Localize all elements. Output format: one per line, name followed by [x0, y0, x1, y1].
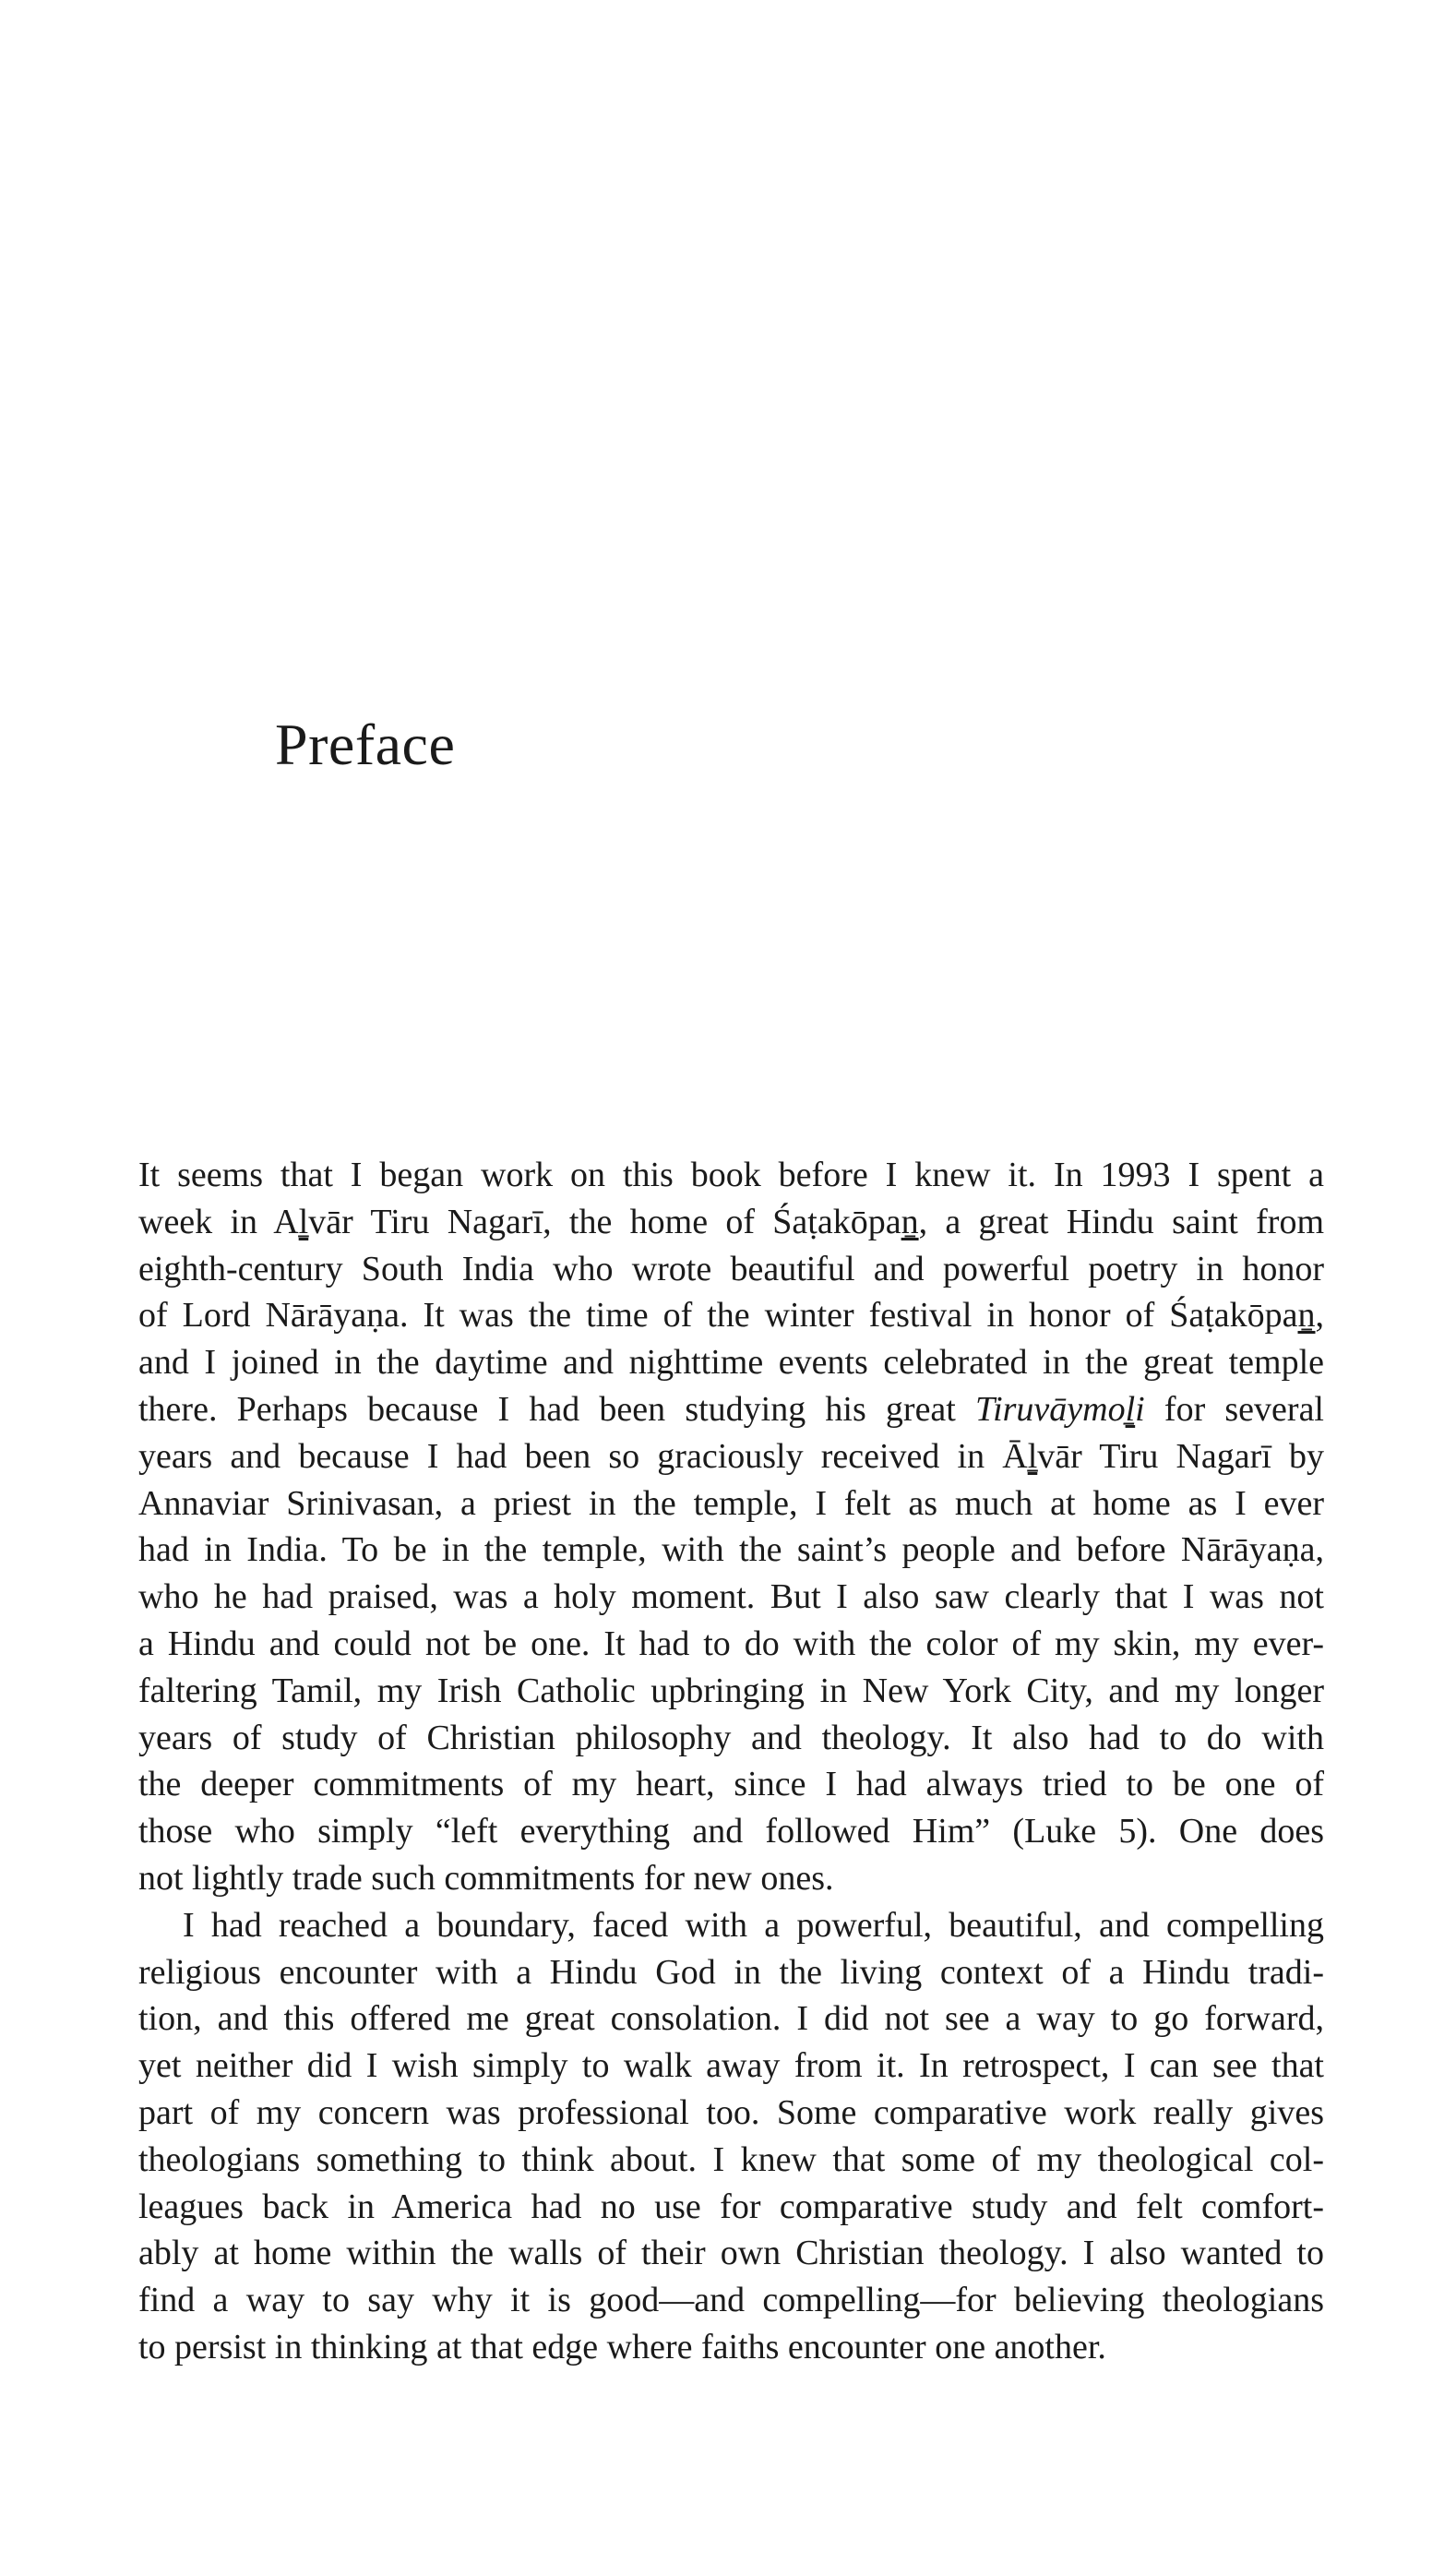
text-line: week in Aḻvār Tiru Nagarī, the home of Śaṭakōpaṉ, a great Hindu saint from	[138, 1202, 1325, 1241]
text-line: leagues back in America had no use for comparative study and felt comfort-	[138, 2187, 1324, 2226]
preface-body	[138, 1152, 1324, 2371]
text-line: ably at home within the walls of their own Christian theology. I also wanted to	[138, 2234, 1324, 2273]
text-line: to persist in thinking at that edge where faiths encounter one another.	[138, 2327, 1106, 2366]
text-line: find a way to say why it is good—and compelling—for believing theologians	[138, 2281, 1324, 2320]
text-line: and I joined in the daytime and nighttime events celebrated in the great temple	[138, 1343, 1324, 1383]
text-line: the deeper commitments of my heart, since I had always tried to be one of	[138, 1765, 1324, 1804]
text-line: faltering Tamil, my Irish Catholic upbringing in New York City, and my longer	[138, 1671, 1324, 1710]
text-line: religious encounter with a Hindu God in the living context of a Hindu tradi-	[138, 1952, 1324, 1992]
text-line: It seems that I began work on this book before I knew it. In 1993 I spent a	[138, 1156, 1324, 1194]
italic-title: i	[1135, 1389, 1145, 1429]
text-line: years of study of Christian philosophy and theology. It also had to do with	[138, 1718, 1324, 1757]
text-line: theologians something to think about. I knew that some of my theological col-	[138, 2139, 1324, 2179]
text-line: of Lord Nārāyaṇa. It was the time of the winter festival in honor of Śaṭakōpaṉ,	[138, 1296, 1324, 1336]
diacritic-underlined: ṉ	[1297, 1296, 1316, 1336]
text-line: not lightly trade such commitments for new ones.	[138, 1858, 834, 1898]
italic-title: ḻ	[1125, 1389, 1136, 1429]
italic-title: Tiruvāymo	[975, 1389, 1126, 1429]
text-line: those who simply “left everything and followed Him” (Luke 5). One does	[138, 1812, 1324, 1851]
diacritic-underlined: ḻ	[1027, 1436, 1038, 1476]
text-line: part of my concern was professional too. Some comparative work really gives	[138, 2092, 1324, 2132]
diacritic-underlined: ṉ	[901, 1202, 919, 1241]
text-line: I had reached a boundary, faced with a powerful, beautiful, and compelling	[183, 1905, 1324, 1945]
text-line: years and because I had been so graciously received in Āḻvār Tiru Nagarī by	[138, 1436, 1324, 1476]
text-line: a Hindu and could not be one. It had to do with the color of my skin, my ever-	[138, 1623, 1324, 1663]
text-line: Annaviar Srinivasan, a priest in the temple, I felt as much at home as I ever	[138, 1483, 1324, 1523]
diacritic-underlined: ḻ	[298, 1202, 309, 1241]
text-line: eighth-century South India who wrote beautiful and powerful poetry in honor	[138, 1249, 1324, 1288]
text-line: tion, and this offered me great consolation. I did not see a way to go forward,	[138, 1999, 1324, 2039]
text-line: there. Perhaps because I had been studying his great Tiruvāymoḻi for several	[138, 1389, 1324, 1429]
text-line: had in India. To be in the temple, with the saint’s people and before Nārāyaṇa,	[138, 1530, 1324, 1570]
text-line: yet neither did I wish simply to walk away from it. In retrospect, I can see that	[138, 2046, 1324, 2086]
chapter-title: Preface	[275, 712, 456, 777]
text-line: who he had praised, was a holy moment. But I also saw clearly that I was not	[138, 1577, 1324, 1617]
